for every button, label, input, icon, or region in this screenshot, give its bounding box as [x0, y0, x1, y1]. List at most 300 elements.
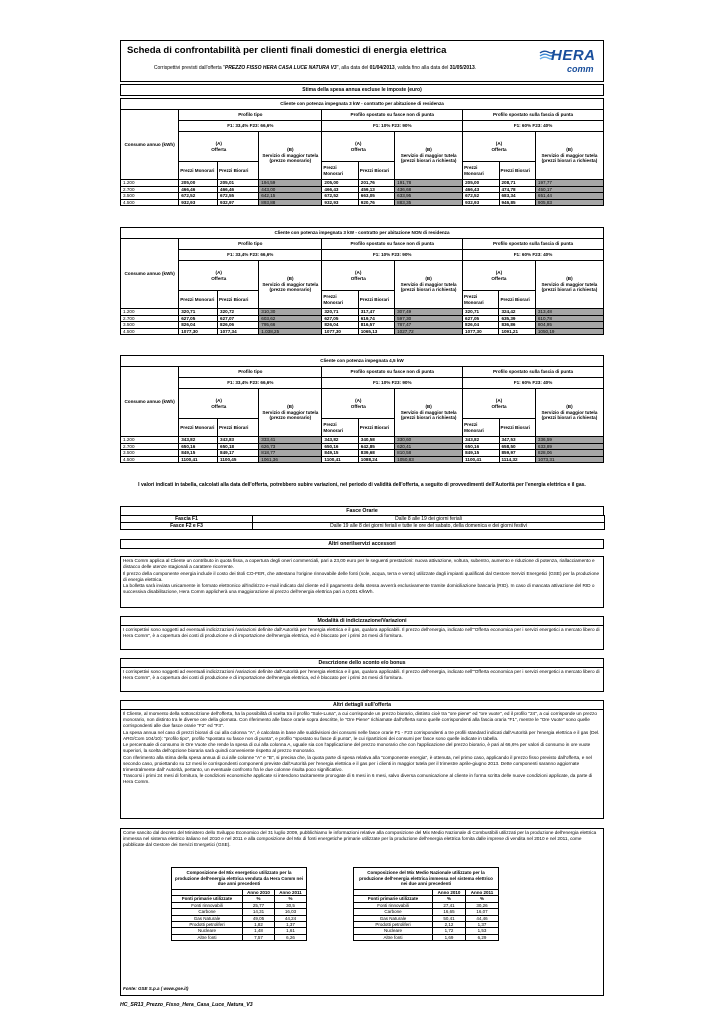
- offerta-code: (A): [495, 397, 503, 403]
- mix-value: 7,57: [243, 934, 275, 940]
- price-value: 795,66: [259, 322, 322, 329]
- prezzi-monorari-header: Prezzi Monorari: [322, 291, 358, 309]
- offerta-code: (A): [355, 269, 362, 275]
- price-value: 849,15: [179, 450, 218, 457]
- price-value: 619,74: [358, 315, 394, 322]
- price-value: 620,41: [395, 443, 463, 450]
- mix-source-label: Fonti rinnovabili: [172, 902, 243, 908]
- offerta-code: (A): [495, 140, 503, 146]
- mix-value: 1,48: [243, 928, 275, 934]
- mix-value: 1,61: [275, 928, 307, 934]
- price-value: 320,72: [218, 309, 259, 316]
- consumo-value: 2.700: [121, 443, 179, 450]
- price-value: 883,35: [395, 199, 463, 206]
- mix-rows: [354, 902, 499, 940]
- subtitle-text: ", alla data del: [336, 65, 370, 71]
- price-value: 1077,30: [322, 328, 358, 335]
- offerta-header: [322, 389, 395, 419]
- price-value: 194,59: [259, 180, 322, 187]
- column-label: Fonti primarie utilizzate: [172, 896, 243, 902]
- profile-header: Profilo spostato su fasce non di punta: [322, 110, 463, 121]
- year-header: Anno 2010: [243, 890, 275, 896]
- price-value: 627,07: [218, 315, 259, 322]
- price-value: 650,16: [322, 443, 358, 450]
- servizio-code: (B): [566, 275, 573, 281]
- price-value: 627,05: [463, 315, 499, 322]
- prezzi-biorari-header: Prezzi Biorari: [218, 162, 259, 180]
- consumo-value: 1.200: [121, 180, 179, 187]
- price-value: 205,00: [179, 180, 218, 187]
- offerta-code: (A): [215, 269, 222, 275]
- prezzi-biorari-header: Prezzi Biorari: [358, 419, 394, 437]
- price-value: 849,15: [322, 450, 358, 457]
- paragraph: Il prezzo della componente energia include il costo dei titoli CO-FER, che attestano l'origine rinnovabile delle fonti (sole, acqua, terra e vento) utilizzate dagli impianti qualificati dal Gestore Servizi Energetici (GSE) per la produzione di energia elettrica.: [123, 570, 600, 582]
- profile-header: Profilo spostato sulla fascia di punta: [463, 110, 604, 121]
- mix-value: 1,82: [243, 921, 275, 927]
- table-title-row: [121, 356, 604, 367]
- price-value: 826,04: [179, 322, 218, 329]
- profile-split: F1: 10% F23: 90%: [322, 250, 463, 261]
- price-value: 333,41: [259, 437, 322, 444]
- unit-label: %: [433, 896, 466, 902]
- price-value: 1077,30: [179, 328, 218, 335]
- servizio-code: (B): [566, 146, 573, 152]
- consumo-value: 3.500: [121, 193, 179, 200]
- offerta-header: [463, 261, 536, 291]
- offerta-label: Offerta: [211, 403, 227, 409]
- price-value: 466,46: [179, 186, 218, 193]
- mix-value: 1,72: [433, 928, 466, 934]
- mix-table-national: [353, 867, 499, 941]
- servizio-label: Servizio di maggior tutela (prezzi biorari a richiesta): [400, 281, 457, 293]
- price-value: 191,78: [395, 180, 463, 187]
- paragraph: Con riferimento alla stima della spesa annua di cui alle colonne "A" e "B", si precisa che, la quota parte di spesa relativa alla "componente energia", è ottenuta, nel primo caso, applicando il prezzo fisso previsto dall'offerta, e nel secondo caso, proiettando su 12 mesi le corrispondenti componenti previste dall'Autorità per l'energia elettrica e il gas per i clienti in maggior tutela per il trimestre aprile-giugno 2013. Dette componenti saranno aggiornate trimestralmente dall' Autorità, pertanto, un eventuale confronto fra le due colonne risulta poco significativo.: [123, 754, 592, 772]
- prezzi-monorari-header: Prezzi Monorari: [463, 419, 499, 437]
- fasce-table: [120, 515, 605, 530]
- price-value: 459,13: [358, 186, 394, 193]
- offerta-code: (A): [355, 140, 362, 146]
- year-header: Anno 2010: [433, 890, 466, 896]
- price-value: 597,30: [395, 315, 463, 322]
- offerta-label: Offerta: [211, 275, 227, 281]
- price-value: 1100,45: [218, 456, 259, 463]
- subtitle-text: .: [474, 65, 477, 71]
- price-value: 474,78: [499, 186, 535, 193]
- price-value: 1114,32: [499, 456, 535, 463]
- prezzi-monorari-header: Prezzi Monorari: [463, 291, 499, 309]
- price-value: 826,06: [218, 322, 259, 329]
- price-value: 313,48: [535, 309, 603, 316]
- price-value: 205,00: [463, 180, 499, 187]
- price-value: 627,05: [179, 315, 218, 322]
- offerta-label: Offerta: [350, 146, 366, 152]
- price-value: 320,71: [179, 309, 218, 316]
- servizio-header: [259, 261, 322, 309]
- price-value: 683,34: [499, 193, 535, 200]
- paragraph: Il Cliente, al momento della sottoscrizione dell'offerta, ha la possibilità di scelta tra il profilo "Sole-Luna", a cui corrisponde un prezzo biorario, distinto cioè tra "ore piene" ed "ore vuote", ed il profilo "24", a cui corrisponde un prezzo monorario, non distinto tra le diverse ore della giornata. Con riferimento alle fasce orarie sopra descritte, le "Ore Piene" richiamate dall'offerta sono quelle corrispondenti alla fascia oraria "F1", mentre le "Ore Vuote" sono quelle corrispondenti alle due fasce orarie "F2" ed "F3".: [123, 711, 598, 729]
- consumo-header: Consumo annuo (kWh): [121, 239, 179, 309]
- price-value: 650,18: [218, 443, 259, 450]
- indicizzazione-text: I corrispettivi sono soggetti ad eventuali indicizzazioni /variazioni definite dall'Autorità per l'energia elettrica e il gas, qualora applicabili. Il prezzo dell'energia, indicato nell'"Offerta economica per i servizi energetici a mercato libero di Hera Comm", è a copertura dei costi di produzione e di importazione dell'energia elettrica, ed è bloccato per i primi 24 mesi di fornitura.: [120, 625, 604, 650]
- price-value: 466,43: [322, 186, 358, 193]
- servizio-code: (B): [425, 275, 432, 281]
- fasce-text: Dalle 19 alle 8 dei giorni feriali e tutte le ore del sabato, della domenica e dei giorni festivi: [253, 523, 605, 530]
- servizio-header: [395, 389, 463, 437]
- mix-source-label: Altre fonti: [354, 934, 433, 940]
- price-table-title: Cliente con potenza impegnata 3 kW - contratto per abitazione NON di residenza: [121, 228, 604, 239]
- prezzi-monorari-header: Prezzi Monorari: [179, 291, 218, 309]
- servizio-label: Servizio di maggior tutela (prezzo monorario): [262, 152, 319, 164]
- offerta-header: [463, 132, 536, 162]
- price-value: 324,42: [499, 309, 535, 316]
- mix-value: 14,31: [243, 909, 275, 915]
- fasce-title: Fasce Orarie: [120, 506, 604, 516]
- price-value: 320,71: [463, 309, 499, 316]
- mix-value: 44,46: [466, 915, 499, 921]
- price-value: 658,50: [499, 443, 535, 450]
- mix-value: 6,26: [275, 934, 307, 940]
- servizio-label: Servizio di maggior tutela (prezzi biorari a richiesta): [400, 409, 457, 421]
- offerta-header: [322, 132, 395, 162]
- profile-split: F1: 10% F23: 90%: [322, 378, 463, 389]
- price-table-title: Cliente con potenza impegnata 3 kW - contratto per abitazione di residenza: [121, 99, 604, 110]
- price-value: 1065,13: [358, 328, 394, 335]
- mix-table-title: Composizione del Mix energetico utilizzato per la produzione dell'energia elettrica venduta da Hera Comm nei due anni precedenti: [172, 868, 307, 890]
- price-value: 672,52: [179, 193, 218, 200]
- consumo-value: 1.200: [121, 437, 179, 444]
- price-value: 436,68: [395, 186, 463, 193]
- price-value: 672,52: [463, 193, 499, 200]
- mix-value: 1,69: [433, 934, 466, 940]
- price-value: 201,76: [358, 180, 394, 187]
- mix-value: 50,41: [433, 915, 466, 921]
- consumo-value: 3.500: [121, 322, 179, 329]
- mix-source-label: Gas Naturale: [172, 915, 243, 921]
- page-title: Scheda di confrontabilità per clienti finali domestici di energia elettrica: [127, 45, 447, 56]
- price-value: 340,58: [358, 437, 394, 444]
- table-row: [121, 199, 604, 206]
- servizio-code: (B): [287, 403, 294, 409]
- consumo-value: 1.200: [121, 309, 179, 316]
- consumo-value: 4.500: [121, 199, 179, 206]
- altri-dettagli-title: Altri dettagli sull'offerta: [120, 700, 604, 710]
- servizio-label: Servizio di maggior tutela (prezzi biorari a richiesta): [541, 152, 598, 164]
- price-value: 818,77: [259, 450, 322, 457]
- mix-value: 30,5: [275, 902, 307, 908]
- servizio-label: Servizio di maggior tutela (prezzi biorari a richiesta): [541, 281, 598, 293]
- price-value: 443,00: [259, 186, 322, 193]
- servizio-code: (B): [287, 146, 294, 152]
- price-value: 804,95: [535, 322, 603, 329]
- price-value: 849,15: [463, 450, 499, 457]
- mix-source-label: Nucleare: [354, 928, 433, 934]
- prezzi-biorari-header: Prezzi Biorari: [218, 419, 259, 437]
- price-value: 343,82: [322, 437, 358, 444]
- profile-split: F1: 33,4% F23: 66,6%: [179, 250, 322, 261]
- estimate-label: Stima della spesa annua escluse le imposte (euro): [120, 84, 604, 96]
- price-value: 1050,83: [395, 456, 463, 463]
- price-value: 205,00: [322, 180, 358, 187]
- offerta-header: [179, 132, 259, 162]
- price-value: 839,68: [358, 450, 394, 457]
- logo-text-comm: comm: [567, 64, 594, 74]
- servizio-code: (B): [566, 403, 573, 409]
- price-value: 1050,19: [535, 328, 603, 335]
- price-value: 603,62: [259, 315, 322, 322]
- price-value: 1073,31: [535, 456, 603, 463]
- mix-value: 30,26: [466, 902, 499, 908]
- paragraph: Trascorsi i primi 24 mesi di fornitura, le condizioni economiche applicate si intendono tacitamente prorogate di 6 mesi in 6 mesi, salvo diversa comunicazione al cliente in forma scritta delle nuove condizioni applicate, da parte di Hera Comm.: [123, 773, 593, 785]
- mix-value: 49,05: [243, 915, 275, 921]
- offerta-label: Offerta: [491, 275, 507, 281]
- mix-value: 1,53: [466, 928, 499, 934]
- price-value: 307,49: [395, 309, 463, 316]
- profile-header: Profilo spostato sulla fascia di punta: [463, 367, 604, 378]
- price-value: 1091,21: [499, 328, 535, 335]
- price-value: 466,46: [218, 186, 259, 193]
- price-table: [120, 227, 604, 335]
- price-value: 932,93: [179, 199, 218, 206]
- price-value: 310,30: [259, 309, 322, 316]
- sconto-title: Descrizione dello sconto e/o bonus: [120, 658, 604, 668]
- prezzi-biorari-header: Prezzi Biorari: [499, 162, 535, 180]
- fasce-text: Dalle 8 alle 19 dei giorni feriali: [253, 516, 605, 523]
- price-value: 826,04: [322, 322, 358, 329]
- mix-source-label: Carbone: [354, 909, 433, 915]
- price-table-title: Cliente con potenza impegnata 4,5 kW: [121, 356, 604, 367]
- price-value: 651,44: [535, 193, 603, 200]
- mix-value: 44,24: [275, 915, 307, 921]
- price-value: 610,78: [535, 315, 603, 322]
- price-value: 336,59: [535, 437, 603, 444]
- offerta-code: (A): [355, 397, 362, 403]
- offerta-label: Offerta: [211, 146, 227, 152]
- price-value: 932,97: [218, 199, 259, 206]
- price-value: 836,86: [499, 322, 535, 329]
- mix-value: 16,07: [466, 909, 499, 915]
- servizio-header: [259, 389, 322, 437]
- profile-header: Profilo tipo: [179, 110, 322, 121]
- price-value: 642,15: [259, 193, 322, 200]
- unit-label: %: [466, 896, 499, 902]
- servizio-code: (B): [425, 403, 432, 409]
- document-code: HC_SR13_Prezzo_Fisso_Hera_Casa_Luce_Natura_V3: [120, 1002, 253, 1008]
- prezzi-biorari-header: Prezzi Biorari: [358, 162, 394, 180]
- price-value: 849,17: [218, 450, 259, 457]
- consumo-value: 4.500: [121, 328, 179, 335]
- price-value: 1100,41: [322, 456, 358, 463]
- mix-value: 1,37: [275, 921, 307, 927]
- offer-subtitle: [127, 65, 503, 72]
- fasce-label: Fascia F1: [121, 516, 253, 523]
- servizio-label: Servizio di maggior tutela (prezzi biorari a richiesta): [541, 409, 598, 421]
- consumo-value: 2.700: [121, 315, 179, 322]
- offer-date-to: 31/05/2013: [449, 65, 475, 71]
- servizio-code: (B): [287, 275, 294, 281]
- logo-text-hera: HERA: [551, 47, 596, 64]
- table-note: I valori indicati in tabella, calcolati alla data dell'offerta, potrebbero subire variazioni, nel periodo di validità dell'offerta, a seguito di provvedimenti dell'Autorità per l'energia elettrica e il gas.: [138, 482, 586, 488]
- subtitle-text: , valida fino alla data del: [394, 65, 450, 71]
- price-value: 946,85: [499, 199, 535, 206]
- altri-oneri-title: Altri oneri/servizi accessori: [120, 539, 604, 549]
- unit-label: %: [275, 896, 307, 902]
- price-table: [120, 98, 604, 206]
- mix-intro: Come sancito dal decreto del Ministero dello Sviluppo Economico del 31 luglio 2009, pubblichiamo le informazioni relative alla composizione del Mix Medio Nazionale di Combustibili utilizzati per la produzione dell'energia elettrica immessa nel sistema elettrico italiano nel 2010 e nel 2011 e alla composizione del Mix di fonti energetiche primarie utilizzate per la produzione dell'energia elettrica fornita dalle imprese di vendita nel 2010 e nel 2011, come pubblicate dal Gestore dei Servizi Energetici (GSE).: [123, 830, 597, 848]
- mix-source-label: Carbone: [172, 909, 243, 915]
- price-value: 208,71: [499, 180, 535, 187]
- consumo-header: Consumo annuo (kWh): [121, 367, 179, 437]
- paragraph: La spesa annua nel caso di prezzi biorari di cui alla colonna "A", è calcolata in base alle suddivisioni dei consumi nelle fasce orarie F1 - F23 corrispondenti a tre profili standard indicati dall'Autorità per l'energia elettrica e il gas (Del. ARG/Com 104/10): "profilo tipo", profilo "spostato su fasce non di punta", e profilo "spostato su fasce di punta", le cui ripartizioni dei consumi per fasce sono quelle indicate in tabella.: [123, 729, 600, 741]
- mix-value: 2,12: [433, 921, 466, 927]
- mix-source-label: Fonti rinnovabili: [354, 902, 433, 908]
- price-value: 347,53: [499, 437, 535, 444]
- price-value: 650,16: [463, 443, 499, 450]
- profile-split: F1: 33,4% F23: 66,6%: [179, 121, 322, 132]
- table-row: [121, 456, 604, 463]
- prezzi-monorari-header: Prezzi Monorari: [322, 419, 358, 437]
- price-value: 787,47: [395, 322, 463, 329]
- prezzi-biorari-header: Prezzi Biorari: [358, 291, 394, 309]
- offerta-header: [463, 389, 536, 419]
- table-title-row: [121, 228, 604, 239]
- mix-source-label: Gas Naturale: [354, 915, 433, 921]
- prezzi-biorari-header: Prezzi Biorari: [499, 291, 535, 309]
- price-value: 672,52: [322, 193, 358, 200]
- price-value: 1027,72: [395, 328, 463, 335]
- price-value: 816,57: [358, 322, 394, 329]
- prezzi-biorari-header: Prezzi Biorari: [218, 291, 259, 309]
- profile-header: Profilo tipo: [179, 367, 322, 378]
- servizio-label: Servizio di maggior tutela (prezzo monorario): [262, 409, 319, 421]
- mix-value: 25,77: [243, 902, 275, 908]
- price-value: 826,04: [463, 322, 499, 329]
- price-value: 317,47: [358, 309, 394, 316]
- price-value: 626,73: [259, 443, 322, 450]
- price-value: 1088,24: [358, 456, 394, 463]
- mix-rows: [172, 902, 307, 940]
- mix-table-title: Composizione del Mix Medio Nazionale utilizzato per la produzione dell'energia elettrica immessa nel sistema elettrico nei due anni precedenti: [354, 868, 499, 890]
- profile-header: Profilo spostato su fasce non di punta: [322, 367, 463, 378]
- profile-split: F1: 60% F23: 40%: [463, 378, 604, 389]
- price-value: 450,17: [535, 186, 603, 193]
- servizio-code: (B): [425, 146, 432, 152]
- price-value: 330,60: [395, 437, 463, 444]
- fasce-label: Fasce F2 e F3: [121, 523, 253, 530]
- servizio-header: [259, 132, 322, 180]
- profile-split: F1: 10% F23: 90%: [322, 121, 463, 132]
- price-value: 197,77: [535, 180, 603, 187]
- servizio-header: [395, 132, 463, 180]
- prezzi-monorari-header: Prezzi Monorari: [179, 162, 218, 180]
- price-value: 932,93: [463, 199, 499, 206]
- prezzi-biorari-header: Prezzi Biorari: [499, 419, 535, 437]
- mix-source: Fonte: GSE S.p.a ( www.gse.it): [123, 986, 189, 991]
- subtitle-text: Corrispettivi previsti dall'offerta ": [153, 65, 225, 71]
- mix-value: 1,37: [466, 921, 499, 927]
- price-table: [120, 355, 604, 463]
- price-value: 1077,30: [463, 328, 499, 335]
- price-value: 466,43: [463, 186, 499, 193]
- price-value: 810,58: [395, 450, 463, 457]
- fasce-row: [121, 523, 605, 530]
- offerta-header: [179, 261, 259, 291]
- fasce-row: [121, 516, 605, 523]
- price-value: 627,05: [322, 315, 358, 322]
- profile-header: Profilo spostato su fasce non di punta: [322, 239, 463, 250]
- price-value: 642,85: [358, 443, 394, 450]
- price-value: 1061,36: [259, 456, 322, 463]
- servizio-header: [535, 261, 603, 309]
- price-value: 633,95: [395, 193, 463, 200]
- year-header: Anno 2011: [275, 890, 307, 896]
- price-value: 905,83: [535, 199, 603, 206]
- price-value: 1.038,25: [259, 328, 322, 335]
- price-value: 1100,41: [463, 456, 499, 463]
- table-title-row: [121, 99, 604, 110]
- price-value: 1077,34: [218, 328, 259, 335]
- mix-source-label: Nucleare: [172, 928, 243, 934]
- altri-oneri-text: [120, 556, 604, 608]
- price-value: 343,82: [463, 437, 499, 444]
- prezzi-monorari-header: Prezzi Monorari: [179, 419, 218, 437]
- consumo-value: 2.700: [121, 186, 179, 193]
- offer-date-from: 01/04/2013: [369, 65, 395, 71]
- mix-row: [354, 934, 499, 940]
- sconto-text: I corrispettivi sono soggetti ad eventuali indicizzazioni /variazioni definite dall'Autorità per l'energia elettrica e il gas, qualora applicabili. Il prezzo dell'energia, indicato nell'"Offerta economica per i servizi energetici a mercato libero di Hera Comm", è a copertura dei costi di produzione e di importazione dell'energia elettrica, ed è bloccato per i primi 24 mesi di fornitura.: [120, 667, 604, 692]
- price-value: 672,55: [218, 193, 259, 200]
- offerta-header: [179, 389, 259, 419]
- servizio-header: [395, 261, 463, 309]
- price-value: 859,97: [499, 450, 535, 457]
- price-value: 635,39: [499, 315, 535, 322]
- servizio-label: Servizio di maggior tutela (prezzi biorari a richiesta): [400, 152, 457, 164]
- price-value: 920,76: [358, 199, 394, 206]
- indicizzazione-title: Modalità di indicizzazione/Variazioni: [120, 616, 604, 626]
- mix-value: 6,29: [466, 934, 499, 940]
- profile-split: F1: 60% F23: 40%: [463, 250, 604, 261]
- consumo-value: 3.500: [121, 450, 179, 457]
- header: [120, 40, 604, 82]
- servizio-label: Servizio di maggior tutela (prezzo monorario): [262, 281, 319, 293]
- offerta-header: [322, 261, 395, 291]
- paragraph: Hera Comm applica al Cliente un contributo in quota fissa, a copertura degli oneri commerciali, pari a 23,00 euro per le seguenti prestazioni: nuova attivazione, voltura, subentro, aumento e riduzione di potenza, riallacciamento e distacco delle utenze stagionali a carattere ricorrente.: [123, 558, 595, 570]
- mix-table-hera: [171, 867, 307, 941]
- offerta-label: Offerta: [491, 403, 507, 409]
- price-value: 633,89: [535, 443, 603, 450]
- price-value: 650,16: [179, 443, 218, 450]
- price-value: 205,01: [218, 180, 259, 187]
- mix-value: 16,03: [275, 909, 307, 915]
- mix-value: 16,65: [433, 909, 466, 915]
- offer-name: PREZZO FISSO HERA CASA LUCE NATURA V3: [224, 65, 337, 71]
- mix-source-label: Prodotti petroliferi: [354, 921, 433, 927]
- profile-split: F1: 33,4% F23: 66,6%: [179, 378, 322, 389]
- mix-source-label: Prodotti petroliferi: [172, 921, 243, 927]
- profile-header: Profilo tipo: [179, 239, 322, 250]
- profile-header: Profilo spostato sulla fascia di punta: [463, 239, 604, 250]
- year-header: Anno 2011: [466, 890, 499, 896]
- mix-source-label: Altre fonti: [172, 934, 243, 940]
- price-value: 1100,41: [179, 456, 218, 463]
- price-value: 320,71: [322, 309, 358, 316]
- column-label: Fonti primarie utilizzate: [354, 896, 433, 902]
- prezzi-monorari-header: Prezzi Monorari: [322, 162, 358, 180]
- mix-value: 27,41: [433, 902, 466, 908]
- price-value: 893,88: [259, 199, 322, 206]
- price-value: 343,82: [179, 437, 218, 444]
- table-row: [121, 328, 604, 335]
- paragraph: La bolletta sarà inviata unicamente in formato elettronico all'indirizzo e-mail indicato dal cliente ed il pagamento della stessa avverrà esclusivamente tramite domiciliazione bancaria (RID). In caso di mancata attivazione del RID o successiva disabilitazione, Hera Comm applicherà una maggiorazione al prezzo dell'energia elettrica pari a 0,001 €/kWh.: [123, 583, 595, 595]
